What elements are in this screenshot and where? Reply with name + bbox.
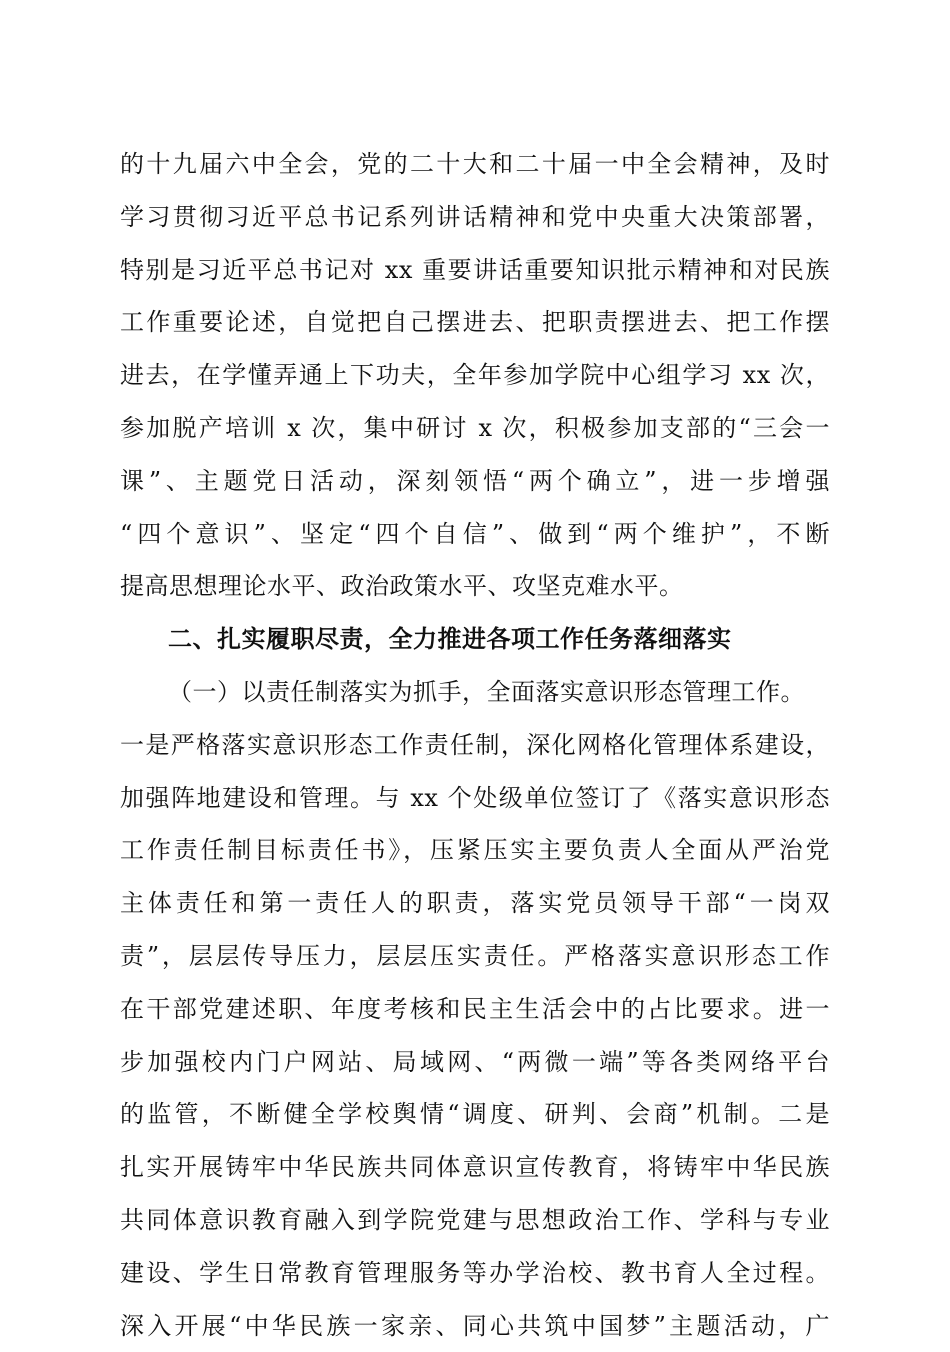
paragraph-line: 建设、学生日常教育管理服务等办学治校、教书育人全过程。 [120,1258,830,1287]
paragraph-line: 提高思想理论水平、政治政策水平、攻坚克难水平。 [120,572,684,601]
paragraph-line: 参加脱产培训 x 次，集中研讨 x 次，积极参加支部的“三会一 [120,413,830,442]
paragraph-line: 学习贯彻习近平总书记系列讲话精神和党中央重大决策部署， [120,202,830,231]
paragraph-line: 共同体意识教育融入到学院党建与思想政治工作、学科与专业 [120,1205,830,1234]
paragraph-line: 责”，层层传导压力，层层压实责任。严格落实意识形态工作 [120,941,830,970]
paragraph-line: 工作责任制目标责任书》，压紧压实主要负责人全面从严治党 [120,836,830,865]
paragraph-line: 工作重要论述，自觉把自己摆进去、把职责摆进去、把工作摆 [120,308,830,337]
paragraph-line: 步加强校内门户网站、局域网、“两微一端”等各类网络平台 [120,1047,830,1076]
paragraph-line: 一是严格落实意识形态工作责任制，深化网格化管理体系建设， [120,730,830,759]
section-heading: 二、扎实履职尽责，全力推进各项工作任务落细落实 [168,625,732,654]
paragraph-line: “四个意识”、坚定“四个自信”、做到“两个维护”，不断 [120,519,830,548]
paragraph-line: 的监管，不断健全学校舆情“调度、研判、会商”机制。二是 [120,1100,830,1129]
paragraph-line: 在干部党建述职、年度考核和民主生活会中的占比要求。进一 [120,994,830,1023]
paragraph-line: 主体责任和第一责任人的职责，落实党员领导干部“一岗双 [120,889,830,918]
paragraph-line: 深入开展“中华民族一家亲、同心共筑中国梦”主题活动，广 [120,1311,830,1340]
paragraph-line: 特别是习近平总书记对 xx 重要讲话重要知识批示精神和对民族 [120,255,830,284]
paragraph-line: 加强阵地建设和管理。与 xx 个处级单位签订了《落实意识形态 [120,783,830,812]
paragraph-line: 课”、主题党日活动，深刻领悟“两个确立”，进一步增强 [120,466,830,495]
paragraph-line: 扎实开展铸牢中华民族共同体意识宣传教育，将铸牢中华民族 [120,1153,830,1182]
sub-section-heading: （一）以责任制落实为抓手，全面落实意识形态管理工作。 [168,677,805,706]
document-body [120,138,830,1352]
paragraph-line: 的十九届六中全会，党的二十大和二十届一中全会精神，及时 [120,150,830,178]
paragraph-line: 进去，在学懂弄通上下功夫，全年参加学院中心组学习 xx 次， [120,361,830,390]
